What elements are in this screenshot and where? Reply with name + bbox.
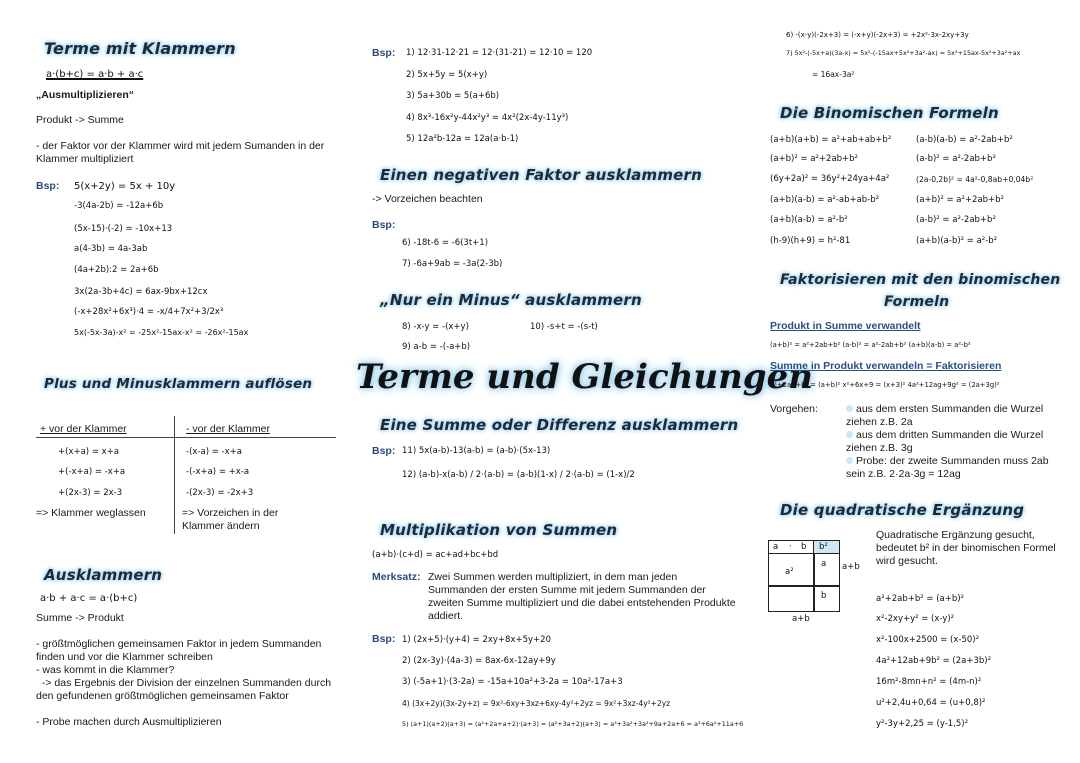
heading-plus-minus-klammern: Plus und Minusklammern auflösen <box>44 376 313 392</box>
klammer-example: 5(x+2y) = 5x + 10y <box>74 181 176 192</box>
ausklammern-rule: - größtmöglichen gemeinsamen Faktor in jedem Summanden finden und vor die Klammer schreiben <box>36 638 322 663</box>
top-example: 6) -(x-y)(-2x+3) = (-x+y)(-2x+3) = +2x²-3x-2xy+3y <box>786 31 969 39</box>
mult-example: 2) (2x-3y)·(4a-3) = 8ax-6x-12ay+9y <box>402 656 556 666</box>
square-divider-h <box>769 585 839 587</box>
label-a-plus-b-right: a+b <box>842 562 860 572</box>
table-divider-horizontal <box>36 437 336 438</box>
summe-example: 11) 5x(a-b)-13(a-b) = (a-b)·(5x-13) <box>402 446 551 456</box>
minus-example: 10) -s+t = -(s-t) <box>530 322 598 332</box>
quad-example: 4a²+12ab+9b² = (2a+3b)² <box>876 656 992 666</box>
bullet-icon <box>846 431 853 438</box>
heading-faktorisieren: Faktorisieren mit den binomischen <box>780 272 1061 288</box>
heading-nur-ein-minus: „Nur ein Minus“ ausklammern <box>380 291 642 309</box>
binom-right: (a-b)² = a²-2ab+b² <box>916 154 996 164</box>
merksatz-text: Zwei Summen werden multipliziert, in dem man jeden Summanden der ersten Summe mit jedem Summanden der zweiten Summe multipliziert und die dabei entstehenden Produkte addiert. <box>428 571 736 622</box>
label-b: b <box>801 542 807 552</box>
plus-result: => Klammer weglassen <box>36 507 146 519</box>
quad-example: x²-100x+2500 = (x-50)² <box>876 635 979 645</box>
heading-quadratische-ergaenzung: Die quadratische Ergänzung <box>780 501 1025 519</box>
plus-row: +(x+a) = x+a <box>58 447 120 457</box>
minus-row: -(-x+a) = +x-a <box>186 467 250 477</box>
quad-example: u²+2,4u+0,64 = (u+0,8)² <box>876 698 986 708</box>
top-example: 7) 5x²-(-5x+a)(3a-x) = 5x²-(-15ax+5x²+3a²-ax) = 5x²+15ax-5x²+3a²+ax <box>786 49 1021 57</box>
ausklammern-rule: - was kommt in die Klammer? <box>36 664 175 676</box>
label-a-right: a <box>821 559 827 569</box>
summe-produkt-label: Summe -> Produkt <box>36 612 124 624</box>
ausklammern-example: 1) 12·31-12·21 = 12·(31-21) = 12·10 = 120 <box>406 48 593 58</box>
binom-left: (h-9)(h+9) = h²-81 <box>770 236 851 246</box>
vorgehen-step-text: aus dem dritten Summanden die Wurzel ziehen z.B. 3g <box>846 429 1044 454</box>
binom-left: (a+b)² = a²+2ab+b² <box>770 154 858 164</box>
klammer-example: a(4-3b) = 4a-3ab <box>74 244 148 254</box>
label-a: a <box>773 542 779 552</box>
ausklammern-example: 5) 12a²b-12a = 12a(a·b-1) <box>406 134 519 144</box>
klammer-example: (4a+2b):2 = 2a+6b <box>74 265 159 275</box>
binom-left: (a+b)(a-b) = a²-b² <box>770 215 848 225</box>
heading-negativer-faktor: Einen negativen Faktor ausklammern <box>380 166 703 184</box>
heading-terme-mit-klammern: Terme mit Klammern <box>44 39 236 58</box>
merksatz-label: Merksatz: <box>372 571 421 583</box>
quad-example: a²+2ab+b² = (a+b)² <box>876 594 964 604</box>
ausklammern-rule: - Probe machen durch Ausmultiplizieren <box>36 716 222 728</box>
produkt-summe-label: Produkt -> Summe <box>36 114 124 126</box>
mult-example: 4) (3x+2y)(3x-2y+z) = 9x²-6xy+3xz+6xy-4y²+2yz = 9x²+3xz-4y²+2yz <box>402 699 671 708</box>
binom-left: (a+b)(a-b) = a²-ab+ab-b² <box>770 195 880 205</box>
minus-result: => Vorzeichen in der Klammer ändern <box>182 507 279 532</box>
ausklammern-example: 2) 5x+5y = 5(x+y) <box>406 70 488 80</box>
label-a-plus-b-bottom: a+b <box>792 614 810 624</box>
bullet-icon <box>846 457 853 464</box>
vorgehen-step-text: aus dem ersten Summanden die Wurzel ziehen z.B. 2a <box>846 403 1044 428</box>
summe-example: 12) (a-b)-x(a-b) / 2·(a-b) = (a-b)(1-x) / 2·(a-b) = (1-x)/2 <box>402 470 635 480</box>
minus-column-header: - vor der Klammer <box>186 423 271 435</box>
klammer-rule: - der Faktor vor der Klammer wird mit jedem Sumanden in der Klammer multipliziert <box>36 140 325 165</box>
label-b-squared: b² <box>819 542 828 552</box>
table-divider-vertical <box>174 416 175 534</box>
negativ-example: 6) -18t-6 = -6(3t+1) <box>402 238 489 248</box>
quad-example: y²-3y+2,25 = (y-1,5)² <box>876 719 969 729</box>
heading-summe-ausklammern: Eine Summe oder Differenz ausklammern <box>380 416 739 434</box>
klammer-example: 3x(2a-3b+4c) = 6ax-9bx+12cx <box>74 287 208 297</box>
bsp-label-mult: Bsp: <box>372 633 396 645</box>
heading-multiplikation-summen: Multiplikation von Summen <box>380 521 618 539</box>
summe-formulas: a²+2ab+b² = (a+b)² x²+6x+9 = (x+3)² 4a²+12ag+9g² = (2a+3g)² <box>770 381 1000 389</box>
heading-faktorisieren-line2: Formeln <box>884 294 950 310</box>
produkt-formulas: (a+b)² = a²+2ab+b² (a-b)² = a²-2ab+b² (a+b)(a-b) = a²-b² <box>770 341 971 349</box>
plus-column-header: + vor der Klammer <box>40 423 127 435</box>
top-example: = 16ax-3a² <box>812 70 855 79</box>
klammer-example: (5x-15)·(-2) = -10x+13 <box>74 224 173 234</box>
square-top-divider <box>769 553 839 554</box>
binom-right: (a-b)² = a²-2ab+b² <box>916 215 996 225</box>
heading-ausklammern: Ausklammern <box>44 566 163 584</box>
vorgehen-step <box>846 403 1046 429</box>
vorgehen-label: Vorgehen: <box>770 403 818 415</box>
distributive-formula: a·(b+c) = a·b + a·c <box>46 69 144 80</box>
label-dot: · <box>789 542 792 552</box>
ausklammern-formula: a·b + a·c = a·(b+c) <box>40 593 138 604</box>
binom-left: (6y+2a)² = 36y²+24ya+4a² <box>770 174 890 184</box>
quad-description: Quadratische Ergänzung gesucht, bedeutet b² in der binomischen Formel wird gesucht. <box>876 529 1056 567</box>
produkt-in-summe-label: Produkt in Summe verwandelt <box>770 320 921 332</box>
label-a-squared: a² <box>785 567 794 577</box>
mult-example: 3) (-5a+1)·(3-2a) = -15a+10a²+3-2a = 10a²-17a+3 <box>402 677 623 687</box>
binom-left: (a+b)(a+b) = a²+ab+ab+b² <box>770 135 892 145</box>
minus-example: 8) -x-y = -(x+y) <box>402 322 469 332</box>
mult-formula: (a+b)·(c+d) = ac+ad+bc+bd <box>372 550 499 560</box>
minus-row: -(x-a) = -x+a <box>186 447 242 457</box>
mult-example: 5) (a+1)(a+2)(a+3) = (a²+2a+a+2)·(a+3) = (a²+3a+2)(a+3) = a³+3a²+3a²+9a+2a+6 = a³+6a²+11a+6 <box>402 720 744 728</box>
binom-right: (a-b)(a-b) = a²-2ab+b² <box>916 135 1013 145</box>
ausklammern-example: 3) 5a+30b = 5(a+6b) <box>406 91 500 101</box>
summe-in-produkt-label: Summe in Produkt verwandeln = Faktorisieren <box>770 360 1002 372</box>
bsp-label-negativ: Bsp: <box>372 219 396 231</box>
minus-example: 9) a-b = -(-a+b) <box>402 342 471 352</box>
vorgehen-step-text: Probe: der zweite Summanden muss 2ab sein z.B. 2·2a·3g = 12ag <box>846 455 1049 480</box>
heading-binomische-formeln: Die Binomischen Formeln <box>780 104 999 122</box>
quad-example: x²-2xy+y² = (x-y)² <box>876 614 955 624</box>
klammer-example: 5x(-5x-3a)-x² = -25x²-15ax-x² = -26x²-15ax <box>74 328 249 337</box>
square-diagram <box>768 540 840 612</box>
minus-row: -(2x-3) = -2x+3 <box>186 488 254 498</box>
bsp-label-col2: Bsp: <box>372 47 396 59</box>
main-title: Terme und Gleichungen <box>356 357 813 397</box>
ausmultiplizieren-label: „Ausmultiplizieren“ <box>36 89 135 101</box>
vorzeichen-note: -> Vorzeichen beachten <box>372 193 483 205</box>
label-b-right: b <box>821 591 827 601</box>
binom-right: (a+b)² = a²+2ab+b² <box>916 195 1004 205</box>
bullet-icon <box>846 405 853 412</box>
plus-row: +(2x-3) = 2x-3 <box>58 488 123 498</box>
vorgehen-step <box>846 429 1046 455</box>
vorgehen-step <box>846 455 1056 481</box>
quad-example: 16m²-8mn+n² = (4m-n)² <box>876 677 982 687</box>
bsp-label-summe: Bsp: <box>372 445 396 457</box>
bsp-label-col1: Bsp: <box>36 180 60 192</box>
ausklammern-example: 4) 8x³-16x²y-44x²y³ = 4x²(2x-4y-11y³) <box>406 113 569 123</box>
ausklammern-rule: -> das Ergebnis der Division der einzelnen Summanden durch den gefundenen größtmöglichen gemeinsamen Faktor <box>36 677 334 702</box>
binom-right: (a+b)(a-b)² = a²-b² <box>916 236 998 246</box>
mult-example: 1) (2x+5)·(y+4) = 2xy+8x+5y+20 <box>402 635 551 645</box>
binom-right: (2a-0,2b)² = 4a²-0,8ab+0,04b² <box>916 175 1034 184</box>
klammer-example: -3(4a-2b) = -12a+6b <box>74 201 164 211</box>
klammer-example: (-x+28x²+6x³)·4 = -x/4+7x²+3/2x³ <box>74 307 224 317</box>
plus-row: +(-x+a) = -x+a <box>58 467 126 477</box>
negativ-example: 7) -6a+9ab = -3a(2-3b) <box>402 259 503 269</box>
